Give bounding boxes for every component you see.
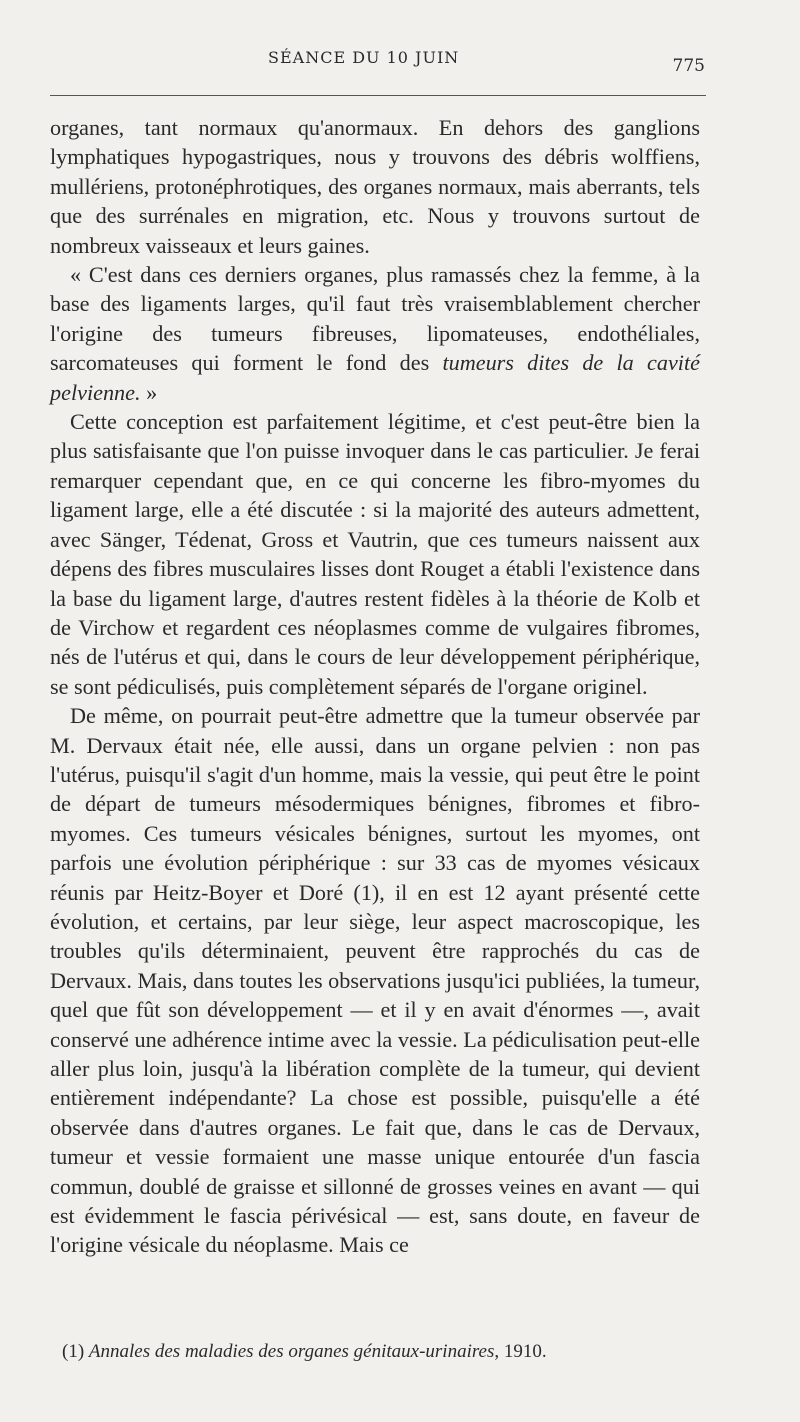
header-rule [50, 95, 706, 96]
paragraph-4: De même, on pourrait peut-être admettre que la tumeur observée par M. Dervaux était née, elle aussi, dans un organe pelvien : non pas l'utérus, puisqu'il s'agit d'un homme, mais la vessie, qui peut être le point de départ de tumeurs mésodermiques bénignes, fibromes et fibro-myomes. Ces tumeurs vésicales bénignes, surtout les myomes, ont parfois une évolution périphérique : sur 33 cas de myomes vésicaux réunis par Heitz-Boyer et Doré (1), il en est 12 ayant présenté cette évolution, et certains, par leur siège, leur aspect macroscopique, les troubles qu'ils déterminaient, peuvent être rapprochés du cas de Dervaux. Mais, dans toutes les observations jusqu'ici publiées, la tumeur, quel que fût son développement — et il y en avait d'énormes —, avait conservé une adhérence intime avec la vessie. La pédiculisation peut-elle aller plus loin, jusqu'à la libération complète de la tumeur, qui devient entièrement indépendante? La chose est possible, puisqu'elle a été observée dans d'autres organes. Le fait que, dans le cas de Dervaux, tumeur et vessie formaient une masse unique entourée d'un fascia commun, doublé de graisse et sillonné de grosses veines en avant — qui est évidemment le fascia périvésical — est, sans doute, en faveur de l'origine vésicale du néoplasme. Mais ce [50, 703, 700, 1258]
footnote-title: Annales des maladies des organes génitaux-urinaires [88, 1341, 495, 1362]
footnote [62, 1341, 702, 1363]
footnote-marker: (1) [62, 1341, 89, 1362]
page-number: 775 [672, 56, 705, 76]
body-text [50, 113, 700, 1260]
footnote-rest: , 1910. [494, 1341, 547, 1362]
paragraph-2-italic: tumeurs dites de la cavité pelvienne. [50, 350, 700, 405]
page-header [0, 48, 800, 78]
paragraph-1: organes, tant normaux qu'anormaux. En dehors des ganglions lymphatiques hypogastriques, nous y trouvons des débris wolffiens, mullériens, protonéphrotiques, des organes normaux, mais aberrants, tels que des surrénales en migration, etc. Nous y trouvons surtout de nombreux vaisseaux et leurs gaines. [50, 115, 700, 258]
paragraph-2 [50, 260, 700, 407]
running-head: SÉANCE DU 10 JUIN [268, 48, 460, 67]
paragraph-2-text: « C'est dans ces derniers organes, plus ramassés chez la femme, à la base des ligaments larges, qu'il faut très vraisemblablement chercher l'origine des tumeurs fibreuses, lipomateuses, endothéliales, sarcomateuses qui forment le fond des [50, 262, 700, 376]
paragraph-2-end: » [140, 379, 158, 405]
paragraph-3: Cette conception est parfaitement légitime, et c'est peut-être bien la plus satisfaisante que l'on puisse invoquer dans le cas particulier. Je ferai remarquer cependant que, en ce qui concerne les fibro-myomes du ligament large, elle a été discutée : si la majorité des auteurs admettent, avec Sänger, Tédenat, Gross et Vautrin, que ces tumeurs naissent aux dépens des fibres musculaires lisses dont Rouget a établi l'existence dans la base du ligament large, d'autres restent fidèles à la théorie de Kolb et de Virchow et regardent ces néoplasmes comme de vulgaires fibromes, nés de l'utérus et qui, dans le cours de leur développement périphérique, se sont pédiculisés, puis complètement séparés de l'organe originel. [50, 409, 700, 699]
